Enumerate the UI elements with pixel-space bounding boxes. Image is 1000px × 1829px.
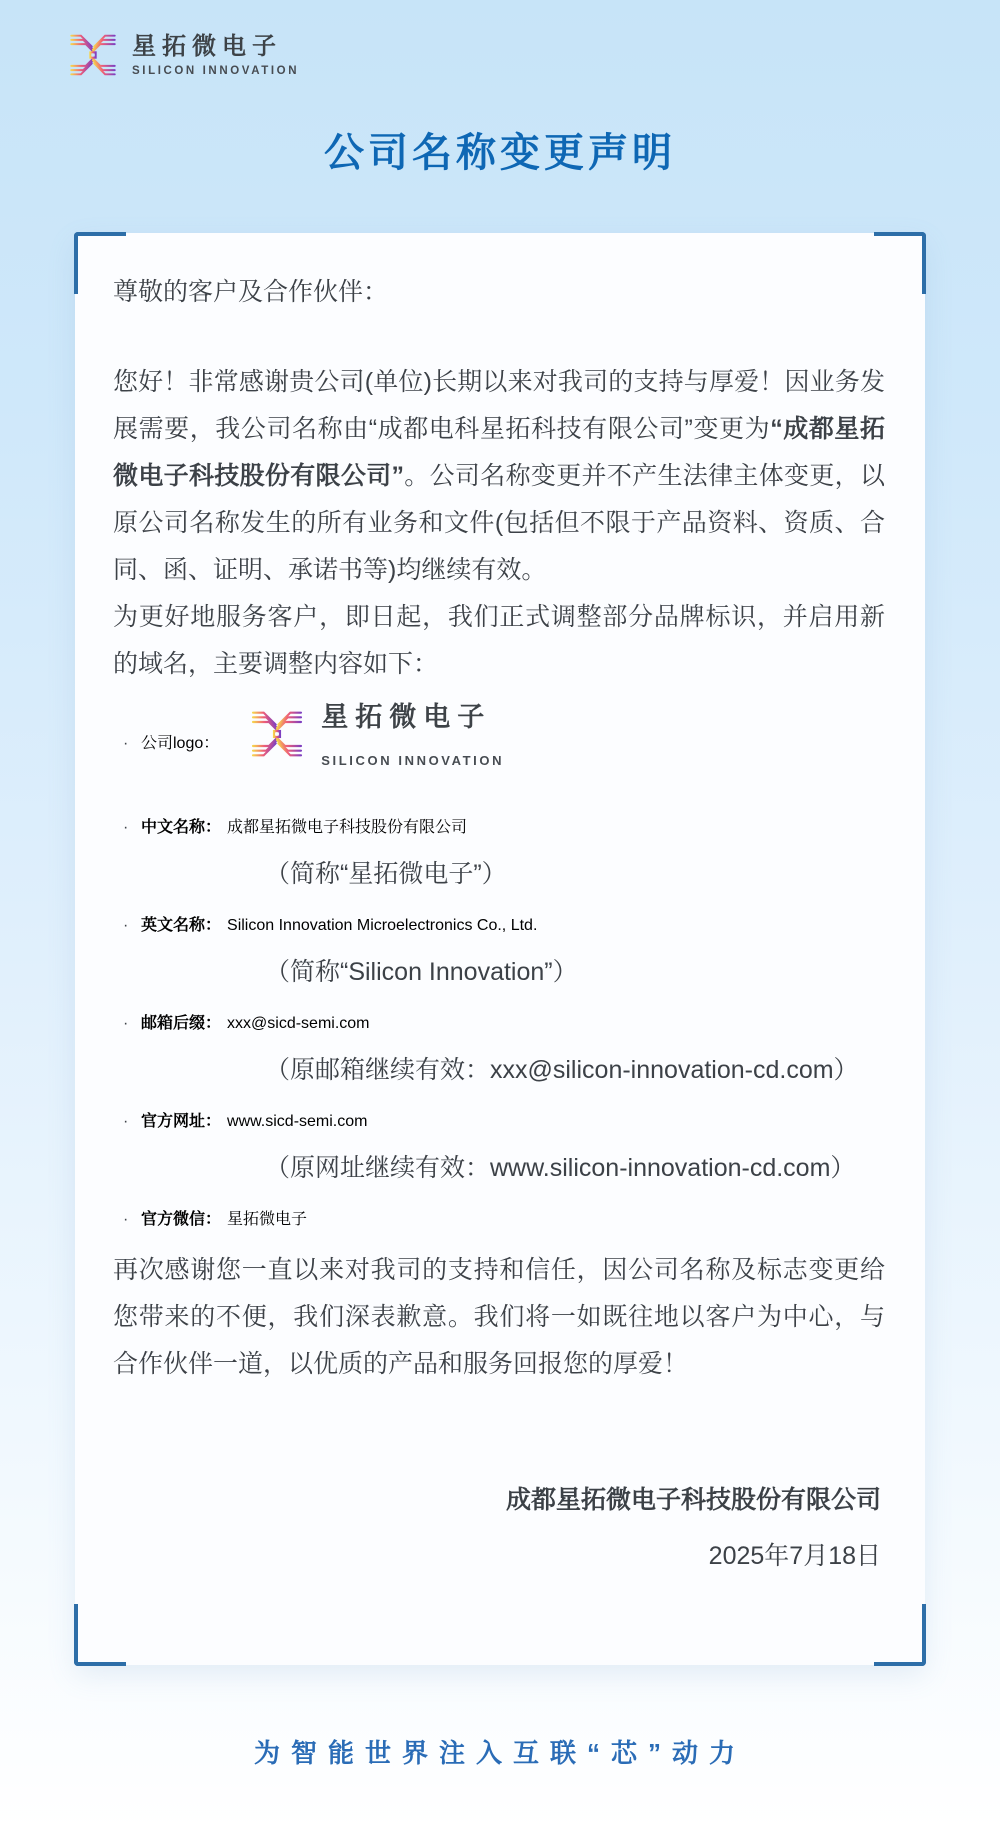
paragraph-adjust: 为更好地服务客户，即日起，我们正式调整部分品牌标识，并启用新的域名，主要调整内容如下： bbox=[113, 603, 885, 678]
item-value-wechat: 星拓微电子 bbox=[227, 1211, 308, 1228]
corner-bracket-bottom-left bbox=[74, 1604, 126, 1666]
bullet-dot: · bbox=[123, 1015, 129, 1032]
brand-name-en: SILICON INNOVATION bbox=[321, 752, 505, 768]
item-value-en-name: Silicon Innovation Microelectronics Co., Ltd. bbox=[227, 917, 538, 934]
list-item-email bbox=[113, 1001, 885, 1047]
chip-logo-icon bbox=[64, 26, 122, 84]
list-item-website bbox=[113, 1099, 885, 1145]
footer-tagline: 为智能世界注入互联“芯”动力 bbox=[253, 1738, 746, 1768]
new-logo-preview bbox=[245, 702, 504, 785]
corner-bracket-top-left bbox=[74, 232, 126, 294]
letter-card bbox=[75, 233, 925, 1665]
item-value-cn-name: 成都星拓微电子科技股份有限公司 bbox=[227, 819, 468, 836]
chip-logo-icon bbox=[245, 702, 309, 785]
list-item-cn-name bbox=[113, 805, 885, 851]
paragraph-main-pre: 您好！非常感谢贵公司(单位)长期以来对我司的支持与厚爱！因业务发展需要，我公司名称由“成都电科星拓科技有限公司”变更为 bbox=[113, 368, 885, 443]
signature-block bbox=[113, 1480, 885, 1572]
paragraph-main-post: 。公司名称变更并不产生法律主体变更，以原公司名称发生的所有业务和文件(包括但不限于产品资料、资质、合同、函、证明、承诺书等)均继续有效。 bbox=[113, 462, 885, 584]
new-logo-text bbox=[321, 703, 504, 784]
paragraph-main bbox=[113, 359, 885, 594]
bullet-dot: · bbox=[123, 1113, 129, 1130]
corner-bracket-top-right bbox=[874, 232, 926, 294]
item-value-website: www.sicd-semi.com bbox=[227, 1113, 368, 1130]
page-title: 公司名称变更声明 bbox=[324, 131, 676, 175]
brand-text bbox=[132, 33, 299, 78]
item-label-en-name: 英文名称： bbox=[141, 917, 222, 934]
brand-name-cn: 星拓微电子 bbox=[132, 32, 282, 60]
signature-date: 2025年7月18日 bbox=[708, 1542, 881, 1570]
brand-name-cn: 星拓微电子 bbox=[321, 702, 492, 733]
item-label-email: 邮箱后缀： bbox=[141, 1015, 222, 1032]
signature-company: 成都星拓微电子科技股份有限公司 bbox=[505, 1486, 881, 1514]
new-company-name-bold: “成都星拓微电子科技股份有限公司” bbox=[113, 415, 885, 490]
bullet-dot: · bbox=[123, 734, 129, 752]
change-list bbox=[113, 702, 885, 1243]
bullet-dot: · bbox=[123, 1211, 129, 1228]
bullet-dot: · bbox=[123, 819, 129, 836]
corner-bracket-bottom-right bbox=[874, 1604, 926, 1666]
item-label-logo: 公司logo： bbox=[141, 734, 220, 752]
item-value-email: xxx@sicd-semi.com bbox=[227, 1015, 370, 1032]
brand-name-en: SILICON INNOVATION bbox=[132, 65, 300, 78]
header-brand bbox=[64, 26, 299, 84]
item-label-wechat: 官方微信： bbox=[141, 1211, 222, 1228]
list-item-en-name bbox=[113, 903, 885, 949]
item-sub-en-name: （简称“Silicon Innovation”） bbox=[265, 958, 578, 986]
item-sub-cn-name: （简称“星拓微电子”） bbox=[265, 860, 507, 888]
salutation: 尊敬的客户及合作伙伴： bbox=[113, 278, 389, 306]
item-label-cn-name: 中文名称： bbox=[141, 819, 222, 836]
list-item-wechat bbox=[113, 1197, 885, 1243]
closing-paragraph: 再次感谢您一直以来对我司的支持和信任，因公司名称及标志变更给您带来的不便，我们深表歉意。我们将一如既往地以客户为中心，与合作伙伴一道，以优质的产品和服务回报您的厚爱！ bbox=[113, 1256, 885, 1378]
item-sub-email: （原邮箱继续有效：xxx@silicon-innovation-cd.com） bbox=[265, 1056, 859, 1084]
list-item-logo bbox=[113, 702, 885, 785]
bullet-dot: · bbox=[123, 917, 129, 934]
item-sub-website: （原网址继续有效：www.silicon-innovation-cd.com） bbox=[265, 1154, 856, 1182]
item-label-website: 官方网址： bbox=[141, 1113, 222, 1130]
